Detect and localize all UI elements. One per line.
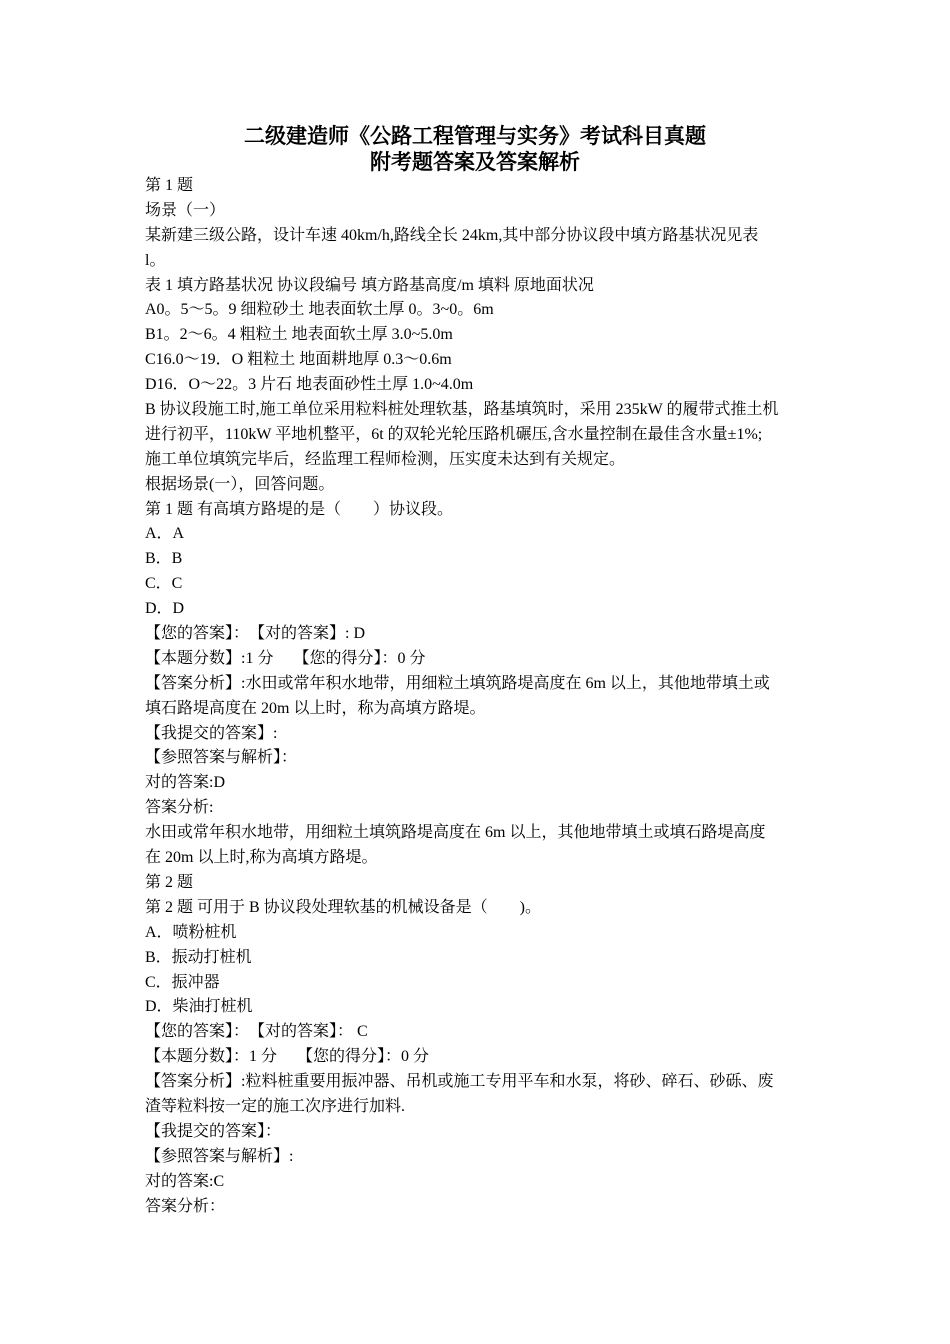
text-line: 填石路堤高度在 20m 以上时，称为高填方路堤。	[145, 699, 486, 717]
text-line: 【答案分析】:粒料桩重要用振冲器、吊机或施工专用平车和水泵，将砂、碎石、砂砾、废	[145, 1073, 774, 1091]
text-line: B 协议段施工时,施工单位采用粒料桩处理软基，路基填筑时，采用 235kW 的履带式推土机	[145, 401, 779, 419]
text-line: 对的答案:D	[145, 774, 226, 792]
text-line: B．振动打桩机	[145, 948, 252, 966]
text-line: A．喷粉桩机	[145, 923, 237, 941]
text-line: B．B	[145, 550, 183, 568]
text-line: 答案分析：	[145, 1197, 226, 1215]
text-line: C．C	[145, 575, 183, 593]
text-line: 【参照答案与解析】：	[145, 749, 298, 767]
text-line: 对的答案:C	[145, 1172, 225, 1190]
text-line: D．柴油打桩机	[145, 998, 253, 1016]
text-line: A0。5～5。9 细粒砂土 地表面软土厚 0。3~0。6m	[145, 301, 494, 319]
text-line: 第 1 题	[145, 177, 194, 194]
text-line: 第 2 题 可用于 B 协议段处理软基的机械设备是（ )。	[145, 898, 542, 916]
text-line: 进行初平，110kW 平地机整平，6t 的双轮光轮压路机碾压,含水量控制在最佳含水量±1%;	[145, 425, 763, 443]
text-line: 施工单位填筑完毕后，经监理工程师检测，压实度未达到有关规定。	[145, 450, 626, 468]
text-line: 【本题分数】：1 分 【您的得分】：0 分	[145, 1048, 430, 1066]
text-line: A．A	[145, 525, 185, 543]
text-line: C16.0～19．O 粗粒土 地面耕地厚 0.3～0.6m	[145, 351, 452, 369]
text-line: B1。2～6。4 粗粒土 地表面软土厚 3.0~5.0m	[145, 326, 453, 344]
text-line: 【我提交的答案】：	[145, 1122, 282, 1140]
text-line: 水田或常年积水地带，用细粒土填筑路堤高度在 6m 以上，其他地带填土或填石路堤高度	[145, 824, 766, 842]
text-line: 【本题分数】:1 分 【您的得分】：0 分	[145, 649, 426, 667]
text-line: 【您的答案】： 【对的答案】: D	[145, 625, 366, 643]
text-line: 【我提交的答案】:	[145, 724, 278, 742]
text-line: 某新建三级公路，设计车速 40km/h,路线全长 24km,其中部分协议段中填方路基状况见表	[145, 226, 759, 244]
text-line: 场景（一）	[145, 201, 226, 219]
text-line: 答案分析:	[145, 799, 214, 817]
text-line: 【参照答案与解析】:	[145, 1147, 294, 1165]
text-line: 根据场景(一），回答问题。	[145, 475, 335, 493]
text-line: 【您的答案】： 【对的答案】： C	[145, 1023, 368, 1041]
document-title-line-2: 附考题答案及答案解析	[370, 150, 580, 174]
text-line: D．D	[145, 600, 185, 618]
text-line: 表 1 填方路基状况 协议段编号 填方路基高度/m 填料 原地面状况	[145, 276, 594, 294]
text-line: 【答案分析】:水田或常年积水地带，用细粒土填筑路堤高度在 6m 以上，其他地带填土或	[145, 674, 770, 692]
text-line: 第 2 题	[145, 873, 194, 891]
text-line: l。	[145, 251, 166, 269]
text-line: 在 20m 以上时,称为高填方路堤。	[145, 849, 378, 867]
text-line: D16．O～22。3 片石 地表面砂性土厚 1.0~4.0m	[145, 376, 474, 394]
document-body	[145, 174, 815, 1219]
document-title-line-1: 二级建造师《公路工程管理与实务》考试科目真题	[244, 124, 706, 148]
text-line: 渣等粒料按一定的施工次序进行加料.	[145, 1097, 406, 1115]
text-line: C．振冲器	[145, 973, 220, 991]
text-line: 第 1 题 有高填方路堤的是（ ）协议段。	[145, 500, 454, 518]
